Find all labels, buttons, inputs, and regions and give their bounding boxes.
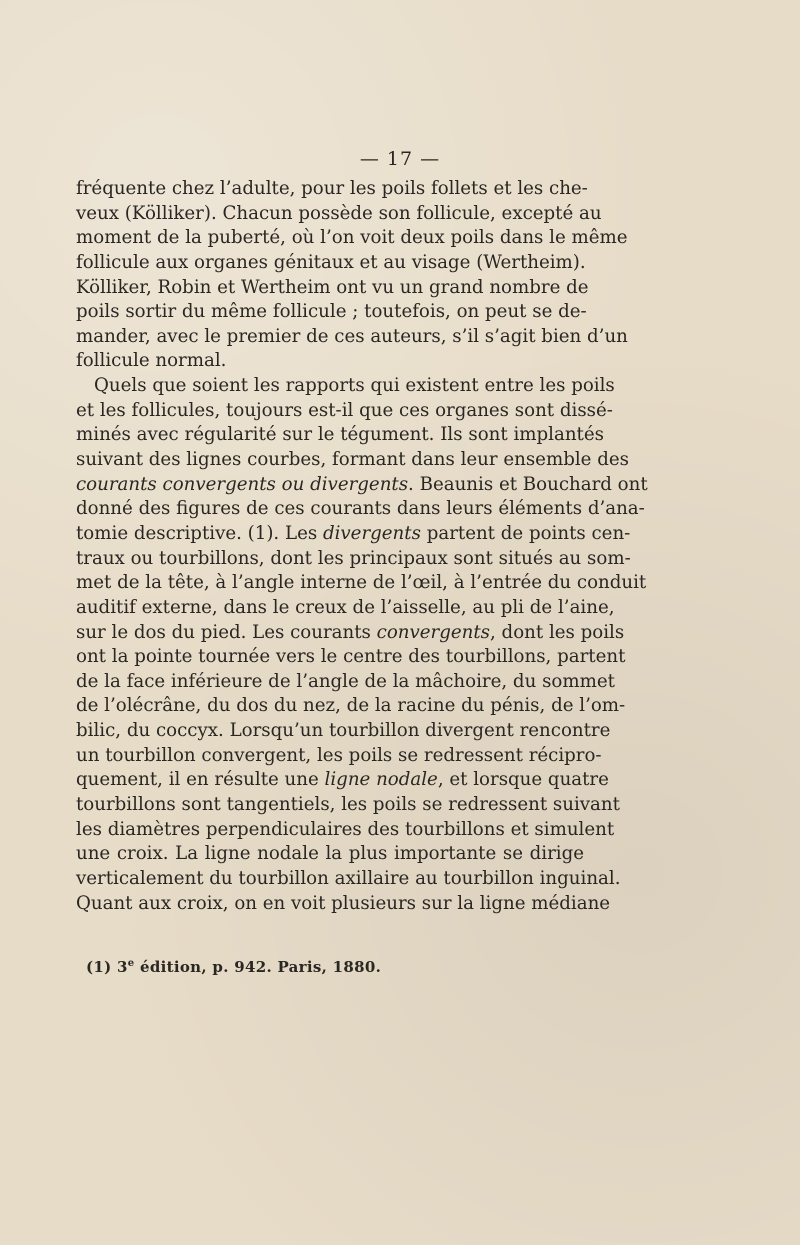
text-line	[76, 251, 584, 276]
text-segment: . Beaunis et Bouchard ont	[408, 473, 648, 495]
text-segment: une croix. La ligne nodale la plus importante se dirige	[76, 843, 584, 865]
text-segment: de l’olécrâne, du dos du nez, de la racine du pénis, de l’om-	[76, 695, 626, 717]
text-segment: poils sortir du même follicule ; toutefois, on peut se de-	[76, 301, 587, 323]
text-line	[76, 423, 604, 448]
text-line	[76, 202, 602, 227]
text-segment: follicule aux organes génitaux et au visage (Wertheim).	[76, 251, 586, 273]
text-line	[76, 842, 584, 867]
text-segment: moment de la puberté, où l’on voit deux poils dans le même	[76, 227, 628, 249]
footnote-text: édition, p. 942. Paris, 1880.	[134, 958, 382, 976]
text-segment: tomie descriptive. (1). Les	[76, 522, 323, 544]
text-line	[76, 473, 648, 498]
text-segment: suivant des lignes courbes, formant dans leur ensemble des	[76, 449, 629, 471]
text-segment: un tourbillon convergent, les poils se redressent récipro-	[76, 744, 602, 766]
text-line	[76, 645, 626, 670]
text-segment: verticalement du tourbillon axillaire au tourbillon inguinal.	[76, 867, 621, 889]
text-segment: veux (Kölliker). Chacun possède son follicule, excepté au	[76, 202, 602, 224]
text-segment: donné des figures de ces courants dans leurs éléments d’ana-	[76, 498, 645, 520]
body-text	[76, 177, 648, 916]
text-segment: Quant aux croix, on en voit plusieurs sur la ligne médiane	[76, 892, 611, 914]
text-segment: mander, avec le premier de ces auteurs, s’il s’agit bien d’un	[76, 325, 628, 347]
text-segment: ont la pointe tournée vers le centre des tourbillons, partent	[76, 646, 626, 668]
text-line	[76, 719, 611, 744]
italic-term: convergents	[376, 621, 490, 643]
italic-term: ligne nodale	[324, 769, 438, 791]
text-line	[76, 325, 628, 350]
text-segment: bilic, du coccyx. Lorsqu’un tourbillon divergent rencontre	[76, 720, 611, 742]
text-segment: traux ou tourbillons, dont les principaux sont situés au som-	[76, 547, 631, 569]
text-segment: sur le dos du pied. Les courants	[76, 621, 377, 643]
text-segment: Kölliker, Robin et Wertheim ont vu un grand nombre de	[76, 276, 589, 298]
text-segment: de la face inférieure de l’angle de la mâchoire, du sommet	[76, 670, 615, 692]
text-line	[76, 670, 615, 695]
text-segment: minés avec régularité sur le tégument. Ils sont implantés	[76, 424, 604, 446]
text-segment: quement, il en résulte une	[76, 769, 325, 791]
footnote-superscript: e	[127, 958, 135, 969]
text-segment: tourbillons sont tangentiels, les poils se redressent suivant	[76, 794, 620, 816]
text-line	[76, 349, 584, 374]
text-line	[76, 177, 588, 202]
text-segment: , dont les poils	[489, 621, 625, 643]
text-line	[76, 374, 615, 399]
text-line	[76, 399, 613, 424]
page-number: — 17 —	[359, 148, 441, 170]
text-segment: met de la tête, à l’angle interne de l’œil, à l’entrée du conduit	[76, 572, 647, 594]
text-line	[76, 768, 609, 793]
text-segment: fréquente chez l’adulte, pour les poils follets et les che-	[76, 178, 588, 199]
italic-term: divergents	[322, 522, 421, 544]
footnote-number: (1) 3	[86, 958, 128, 976]
text-line	[76, 226, 628, 251]
italic-term: courants convergents ou divergents	[76, 473, 409, 495]
text-line	[76, 522, 631, 547]
text-segment: partent de points cen-	[420, 522, 631, 544]
text-line	[76, 694, 626, 719]
text-line	[76, 547, 631, 572]
text-line	[76, 867, 621, 892]
text-segment: follicule normal.	[76, 350, 227, 372]
text-line	[76, 497, 645, 522]
text-segment: les diamètres perpendiculaires des tourbillons et simulent	[76, 818, 615, 840]
text-segment: , et lorsque quatre	[437, 769, 609, 791]
text-line	[76, 571, 647, 596]
text-segment: Quels que soient les rapports qui existent entre les poils	[94, 375, 615, 397]
text-line	[76, 596, 615, 621]
footnote	[86, 958, 381, 976]
text-line	[76, 818, 615, 843]
text-segment: et les follicules, toujours est-il que ces organes sont dissé-	[76, 399, 613, 421]
text-line	[76, 793, 620, 818]
text-line	[76, 300, 587, 325]
text-line	[76, 744, 602, 769]
text-line	[76, 892, 611, 917]
text-line	[76, 448, 629, 473]
text-line	[76, 276, 589, 301]
text-line	[76, 621, 625, 646]
text-segment: auditif externe, dans le creux de l’aisselle, au pli de l’aine,	[76, 596, 615, 618]
